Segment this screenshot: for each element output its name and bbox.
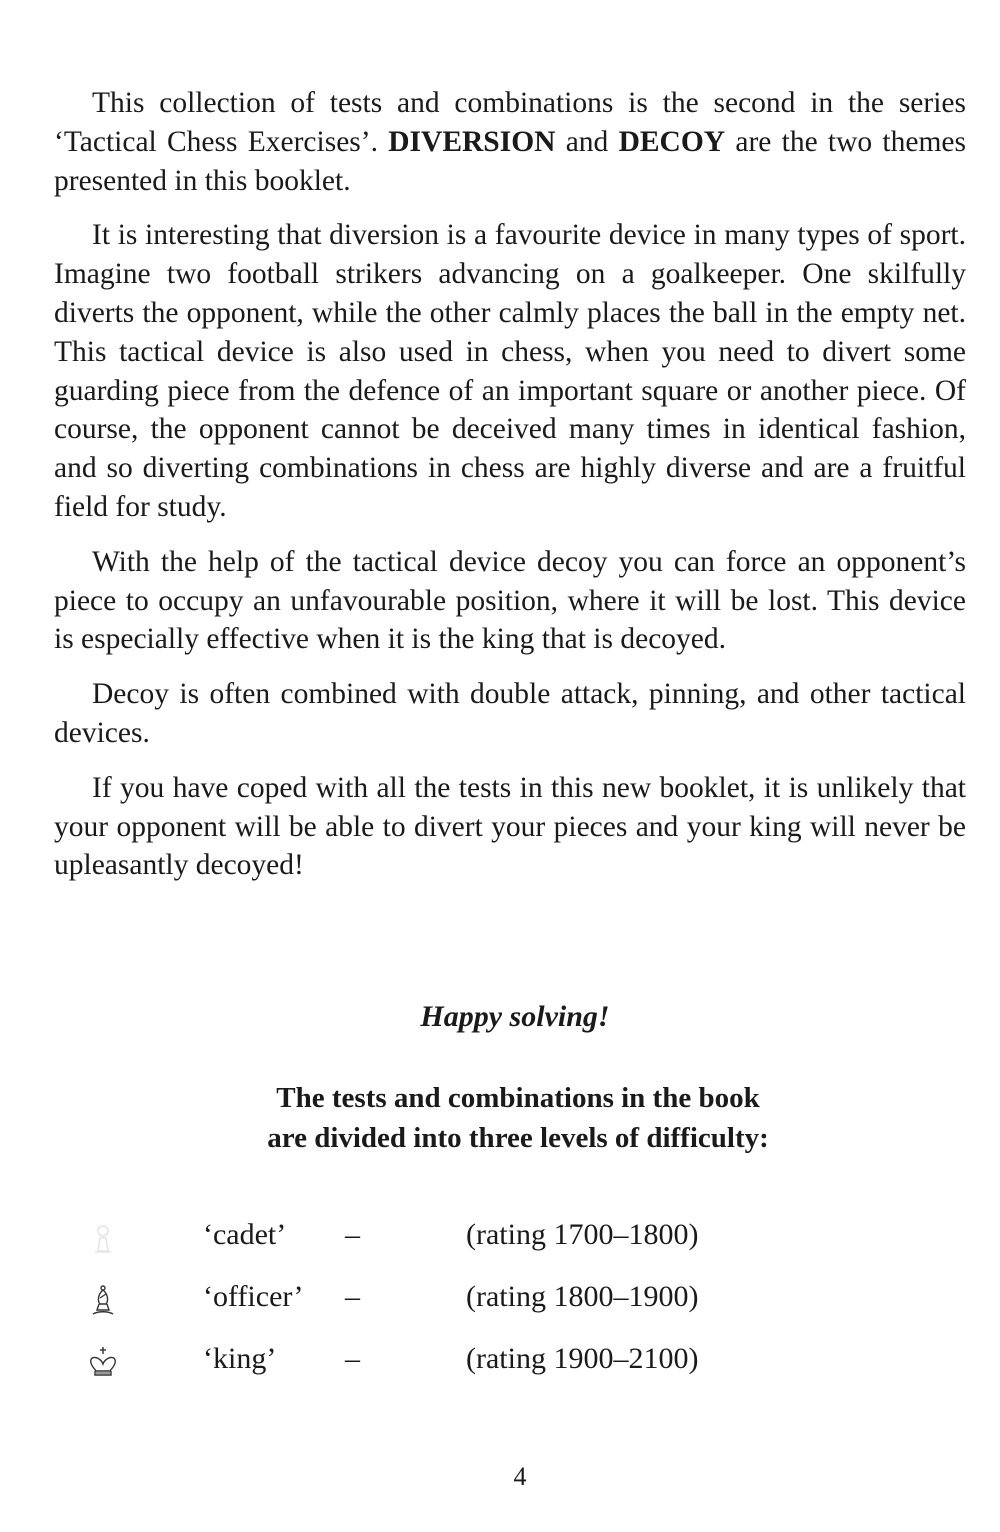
paragraph-intro [54, 84, 966, 200]
king-icon [86, 1346, 120, 1380]
intro-text-and: and [555, 125, 619, 158]
levels-heading-line-1: The tests and combinations in the book [276, 1082, 760, 1114]
level-dash: – [345, 1280, 360, 1313]
happy-solving-heading: Happy solving! [420, 1000, 610, 1033]
level-rating: (rating 1800–1900) [466, 1280, 699, 1313]
level-dash: – [345, 1218, 360, 1251]
level-name: ‘officer’ [203, 1280, 304, 1313]
level-rating: (rating 1900–2100) [466, 1342, 699, 1375]
body-text [54, 84, 966, 901]
level-dash: – [345, 1342, 360, 1375]
intro-text-start: This collection of tests and combinations is the second in the series ‘Tactical Chess Exercises’. [54, 87, 966, 158]
bishop-icon [86, 1284, 120, 1318]
intro-text-end: are the two themes presented in this booklet. [54, 125, 966, 197]
page-number: 4 [513, 1462, 527, 1491]
paragraph-closing: If you have coped with all the tests in this new booklet, it is unlikely that your opponent will be able to divert your pieces and your king will never be upleasantly decoyed! [54, 771, 966, 882]
level-row-cadet [0, 1218, 1000, 1262]
level-name: ‘king’ [203, 1342, 277, 1375]
level-row-officer [0, 1280, 1000, 1324]
levels-heading-line-2: are divided into three levels of difficulty: [267, 1122, 769, 1154]
level-name: ‘cadet’ [203, 1218, 287, 1251]
paragraph-combined: Decoy is often combined with double attack, pinning, and other tactical devices. [54, 678, 966, 749]
pawn-icon [86, 1222, 120, 1256]
level-row-king [0, 1342, 1000, 1386]
levels-heading [0, 1078, 1000, 1158]
level-rating: (rating 1700–1800) [466, 1218, 699, 1251]
paragraph-decoy: With the help of the tactical device decoy you can force an opponent’s piece to occupy an unfavourable position, where it will be lost. This device is especially effective when it is the king that is decoyed. [54, 545, 966, 656]
decoy-term: DECOY [618, 125, 726, 158]
paragraph-diversion: It is interesting that diversion is a favourite device in many types of sport. Imagine two football strikers advancing on a goalkeeper. One skilfully diverts the opponent, while the other calmly places the ball in the empty net. This tactical device is also used in chess, when you need to divert some guarding piece from the defence of an important square or another piece. Of course, the opponent cannot be deceived many times in identical fashion, and so diverting combinations in chess are highly diverse and are a fruitful field for study. [54, 219, 966, 523]
diversion-term: DIVERSION [388, 125, 556, 158]
